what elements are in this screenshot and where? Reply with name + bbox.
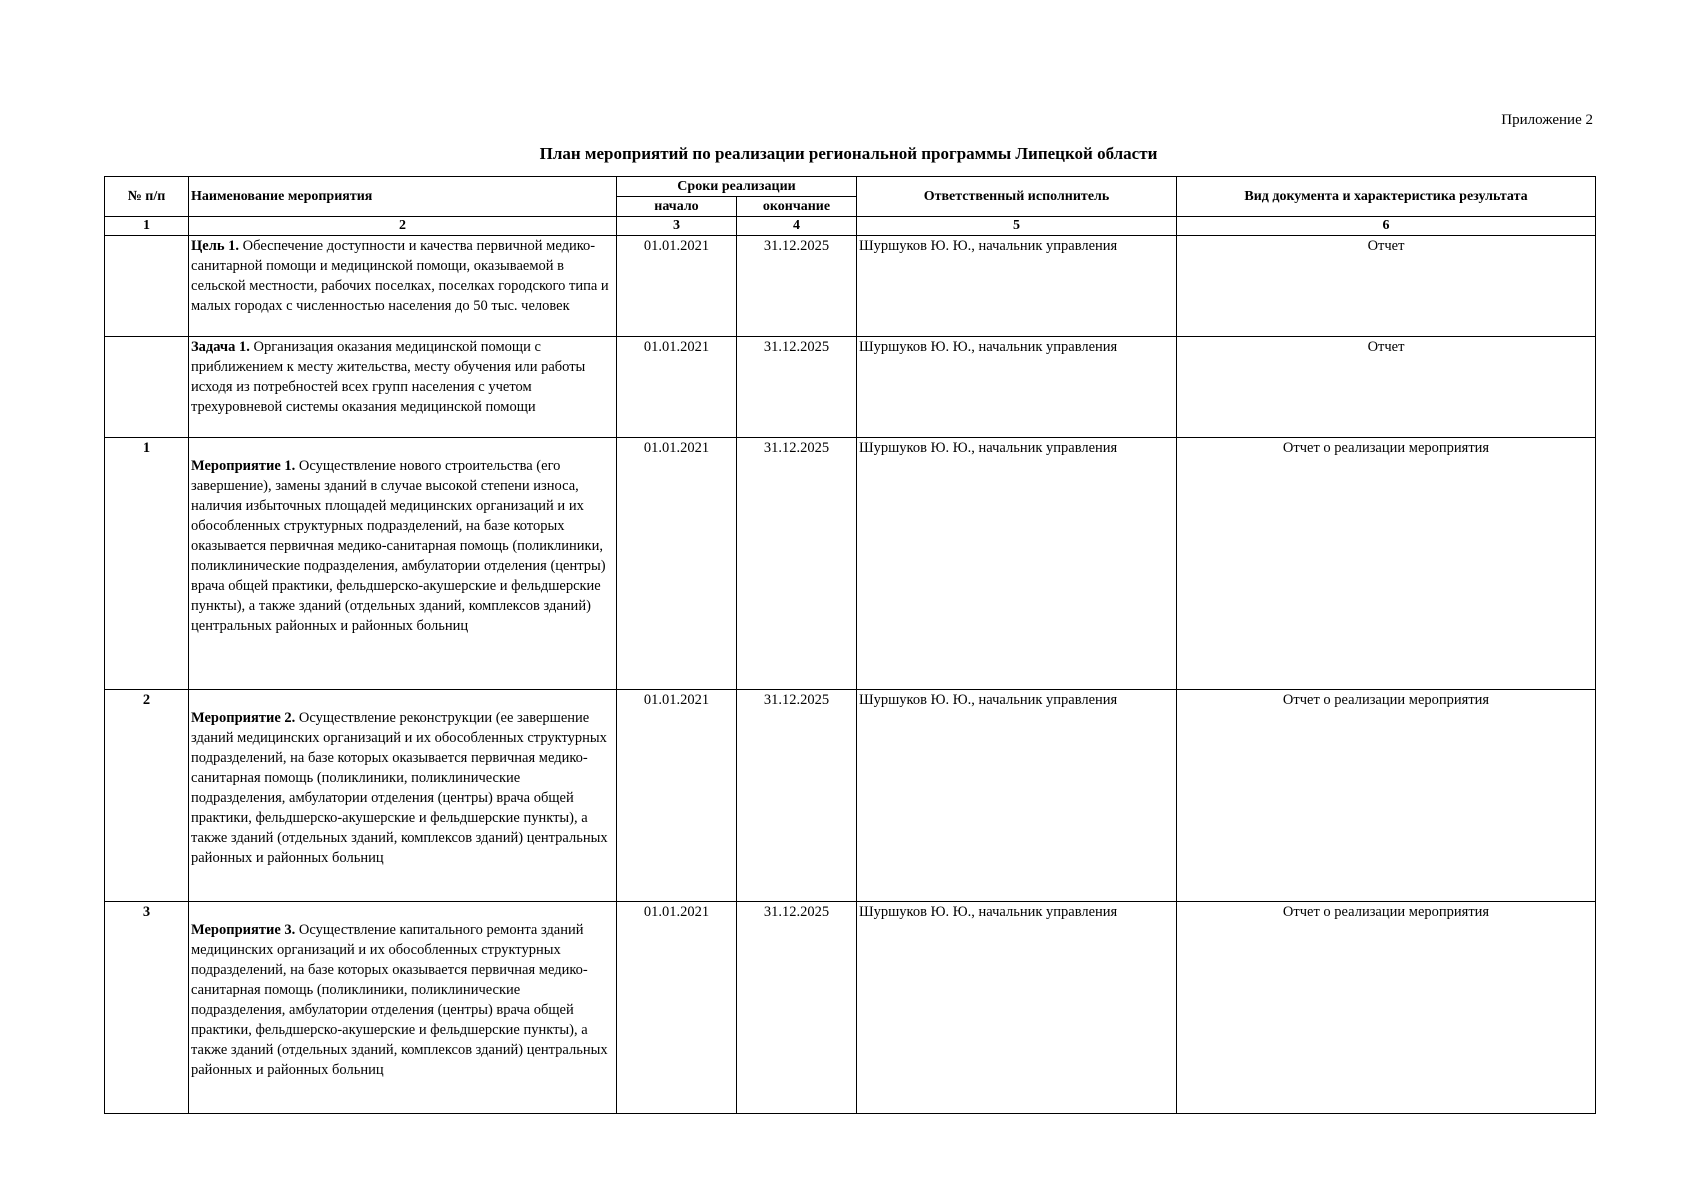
- row-name-lead: Цель 1.: [191, 238, 240, 254]
- row-name: [189, 902, 617, 1114]
- column-number: 5: [857, 217, 1177, 236]
- action-plan-table: [104, 176, 1596, 1114]
- row-responsible: Шуршуков Ю. Ю., начальник управления: [857, 690, 1177, 902]
- header-result: Вид документа и характеристика результата: [1177, 177, 1596, 217]
- row-name-text: Осуществление капитального ремонта зданий медицинских организаций и их обособленных структурных подразделений, на базе которых оказывается первичная медико-санитарная помощь (поликлиники, поликлинические подразделения, амбулатории отделения (центры) врача общей практики, фельдшерско-акушерские и фельдшерские пункты), а также зданий (отдельных зданий, комплексов зданий) центральных районных и районных больниц: [191, 922, 608, 1078]
- table-row: [105, 690, 1596, 902]
- row-name-text: Организация оказания медицинской помощи с приближением к месту жительства, месту обучения или работы исходя из потребностей всех групп населения с учетом трехуровневой системы оказания медицинской помощи: [191, 339, 586, 415]
- row-start-date: 01.01.2021: [617, 902, 737, 1114]
- row-result: Отчет: [1177, 337, 1596, 438]
- row-end-date: 31.12.2025: [737, 337, 857, 438]
- row-responsible: Шуршуков Ю. Ю., начальник управления: [857, 438, 1177, 690]
- row-result: Отчет о реализации мероприятия: [1177, 690, 1596, 902]
- row-end-date: 31.12.2025: [737, 902, 857, 1114]
- row-start-date: 01.01.2021: [617, 337, 737, 438]
- row-responsible: Шуршуков Ю. Ю., начальник управления: [857, 236, 1177, 337]
- row-name-lead: Задача 1.: [191, 339, 250, 355]
- row-number: 1: [105, 438, 189, 690]
- row-name: [189, 690, 617, 902]
- table-row: [105, 337, 1596, 438]
- table-row: [105, 438, 1596, 690]
- table-row: [105, 236, 1596, 337]
- row-start-date: 01.01.2021: [617, 438, 737, 690]
- row-start-date: 01.01.2021: [617, 690, 737, 902]
- row-number: [105, 236, 189, 337]
- row-end-date: 31.12.2025: [737, 236, 857, 337]
- column-number: 6: [1177, 217, 1596, 236]
- row-name: [189, 236, 617, 337]
- document-title: План мероприятий по реализации региональной программы Липецкой области: [539, 144, 1158, 163]
- row-name-lead: Мероприятие 2.: [191, 710, 296, 726]
- row-responsible: Шуршуков Ю. Ю., начальник управления: [857, 337, 1177, 438]
- header-start: начало: [617, 197, 737, 217]
- row-start-date: 01.01.2021: [617, 236, 737, 337]
- row-number: [105, 337, 189, 438]
- row-name: [189, 337, 617, 438]
- row-number: 3: [105, 902, 189, 1114]
- header-terms: Сроки реализации: [617, 177, 857, 197]
- table-row: [105, 902, 1596, 1114]
- row-name: [189, 438, 617, 690]
- header-responsible: Ответственный исполнитель: [857, 177, 1177, 217]
- row-end-date: 31.12.2025: [737, 690, 857, 902]
- row-name-text: Осуществление нового строительства (его завершение), замены зданий в случае высокой степени износа, наличия избыточных площадей медицинских организаций и их обособленных структурных подразделений, на базе которых оказывается первичная медико-санитарная помощь (поликлиники, поликлинические подразделения, амбулатории отделения (центры) врача общей практики, фельдшерско-акушерские и фельдшерские пункты), а также зданий (отдельных зданий, комплексов зданий) центральных районных и районных больниц: [191, 458, 606, 634]
- header-end: окончание: [737, 197, 857, 217]
- row-result: Отчет о реализации мероприятия: [1177, 902, 1596, 1114]
- appendix-label: Приложение 2: [1501, 112, 1593, 128]
- row-result: Отчет: [1177, 236, 1596, 337]
- column-number: 2: [189, 217, 617, 236]
- row-name-lead: Мероприятие 1.: [191, 458, 296, 474]
- column-number: 3: [617, 217, 737, 236]
- row-name-text: Осуществление реконструкции (ее завершение зданий медицинских организаций и их обособленных структурных подразделений, на базе которых оказывается первичная медико-санитарная помощь (поликлиники, поликлинические подразделения, амбулатории отделения (центры) врача общей практики, фельдшерско-акушерские и фельдшерские пункты), а также зданий (отдельных зданий, комплексов зданий) центральных районных и районных больниц: [191, 710, 608, 866]
- header-num: № п/п: [105, 177, 189, 217]
- column-number: 1: [105, 217, 189, 236]
- row-name-text: Обеспечение доступности и качества первичной медико-санитарной помощи и медицинской помощи, оказываемой в сельской местности, рабочих поселках, поселках городского типа и малых городах с численностью населения до 50 тыс. человек: [191, 238, 609, 314]
- column-number: 4: [737, 217, 857, 236]
- row-result: Отчет о реализации мероприятия: [1177, 438, 1596, 690]
- row-name-lead: Мероприятие 3.: [191, 922, 296, 938]
- row-end-date: 31.12.2025: [737, 438, 857, 690]
- row-responsible: Шуршуков Ю. Ю., начальник управления: [857, 902, 1177, 1114]
- header-name: Наименование мероприятия: [189, 177, 617, 217]
- row-number: 2: [105, 690, 189, 902]
